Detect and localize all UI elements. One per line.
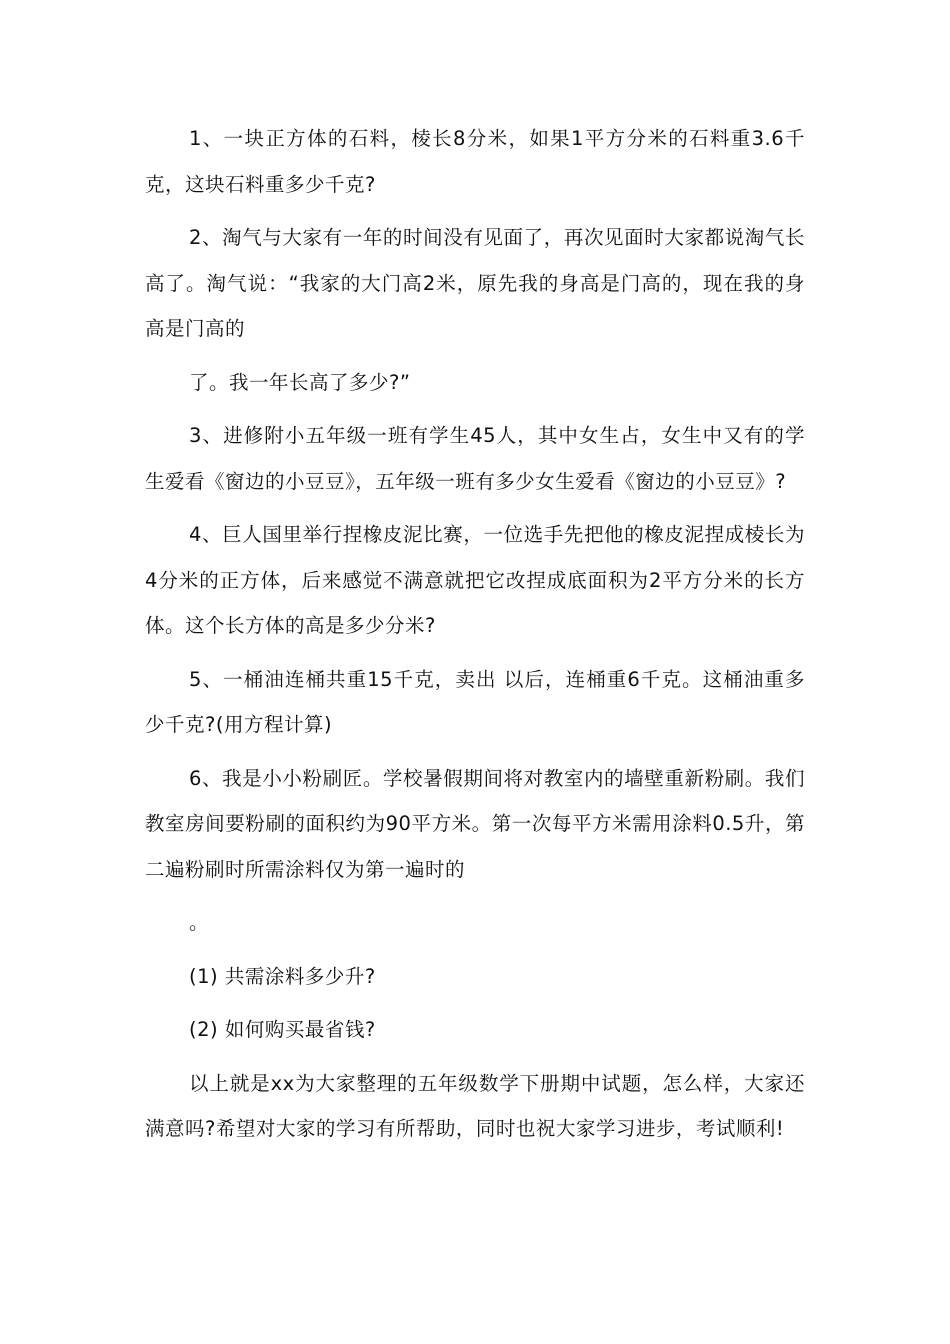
- problem-3: 3、进修附小五年级一班有学生45人，其中女生占，女生中又有的学生爱看《窗边的小豆豆》，五年级一班有多少女生爱看《窗边的小豆豆》?: [145, 424, 805, 493]
- problem-2-continued: 了。我一年长高了多少?”: [189, 370, 411, 394]
- problem-6-subquestion-1: (1) 共需涂料多少升?: [189, 964, 376, 988]
- closing-paragraph: 以上就是xx为大家整理的五年级数学下册期中试题，怎么样，大家还满意吗?希望对大家的学习有所帮助，同时也祝大家学习进步，考试顺利!: [145, 1071, 805, 1140]
- problem-6: 6、我是小小粉刷匠。学校暑假期间将对教室内的墙壁重新粉刷。我们教室房间要粉刷的面积约为90平方米。第一次每平方米需用涂料0.5升，第二遍粉刷时所需涂料仅为第一遍时的: [145, 766, 805, 881]
- document-body: [145, 116, 805, 1160]
- problem-6-continued: 。: [189, 911, 210, 934]
- problem-1: 1、一块正方体的石料，棱长8分米，如果1平方分米的石料重3.6千克，这块石料重多少千克?: [145, 127, 805, 196]
- problem-4: 4、巨人国里举行捏橡皮泥比赛，一位选手先把他的橡皮泥捏成棱长为4分米的正方体，后来感觉不满意就把它改捏成底面积为2平方分米的长方体。这个长方体的高是多少分米?: [145, 523, 805, 637]
- problem-5: 5、一桶油连桶共重15千克，卖出 以后，连桶重6千克。这桶油重多少千克?(用方程计算): [145, 667, 805, 736]
- problem-6-subquestion-2: (2) 如何购买最省钱?: [189, 1018, 376, 1041]
- problem-2: 2、淘气与大家有一年的时间没有见面了，再次见面时大家都说淘气长高了。淘气说：“我家的大门高2米，原先我的身高是门高的，现在我的身高是门高的: [145, 226, 805, 340]
